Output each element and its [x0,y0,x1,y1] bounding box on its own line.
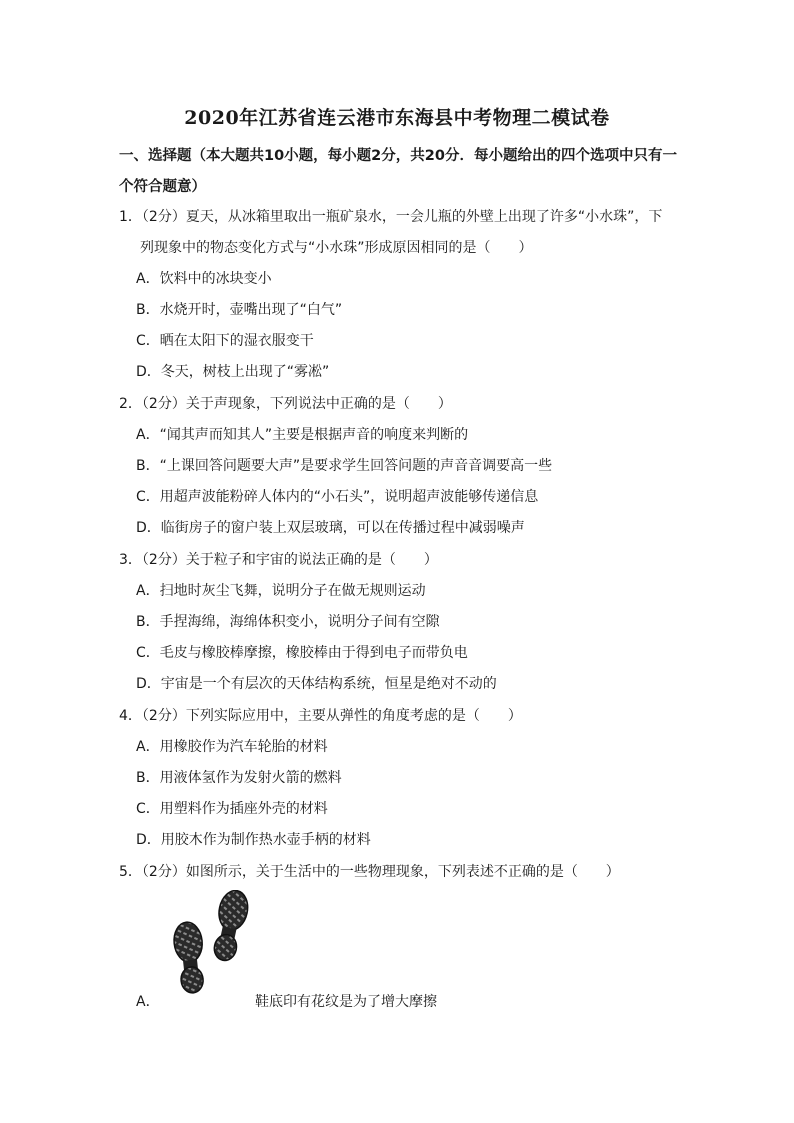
question-2-option-c: C．用超声波能粉碎人体内的“小石头”，说明超声波能够传递信息 [136,489,539,505]
exam-title: 2020年江苏省连云港市东海县中考物理二模试卷 [184,107,610,129]
question-5-option-a-text: 鞋底印有花纹是为了增大摩擦 [255,994,437,1010]
question-4-option-d: D．用胶木作为制作热水壶手柄的材料 [136,832,371,848]
question-4-stem: 4．（2分）下列实际应用中，主要从弹性的角度考虑的是（ ） [119,708,522,724]
question-3-option-a: A．扫地时灰尘飞舞，说明分子在做无规则运动 [136,583,426,599]
question-1-option-a: A．饮料中的冰块变小 [136,271,272,287]
question-3-option-c: C．毛皮与橡胶棒摩擦，橡胶棒由于得到电子而带负电 [136,645,468,661]
question-5-option-a-label: A． [136,994,160,1010]
question-2-option-a: A．“闻其声而知其人”主要是根据声音的响度来判断的 [136,427,469,443]
question-1-option-c: C．晒在太阳下的湿衣服变干 [136,333,314,349]
question-3-option-b: B．手捏海绵，海绵体积变小，说明分子间有空隙 [136,614,440,630]
shoe-prints-icon [164,890,256,1000]
question-1-stem-line-1: 1．（2分）夏天，从冰箱里取出一瓶矿泉水，一会儿瓶的外壁上出现了许多“小水珠”，下 [119,209,663,225]
question-2-option-b: B．“上课回答问题要大声”是要求学生回答问题的声音音调要高一些 [136,458,553,474]
question-1-stem-line-2: 列现象中的物态变化方式与“小水珠”形成原因相同的是（ ） [140,240,533,256]
question-4-option-a: A．用橡胶作为汽车轮胎的材料 [136,739,328,755]
question-3-stem: 3．（2分）关于粒子和宇宙的说法正确的是（ ） [119,552,438,568]
question-5-stem: 5．（2分）如图所示，关于生活中的一些物理现象，下列表述不正确的是（ ） [119,864,620,880]
question-4-option-c: C．用塑料作为插座外壳的材料 [136,801,328,817]
question-2-option-d: D．临街房子的窗户装上双层玻璃，可以在传播过程中减弱噪声 [136,520,525,536]
question-1-option-d: D．冬天，树枝上出现了“雾凇” [136,364,330,380]
section-heading: 一、选择题（本大题共10小题，每小题2分，共20分．每小题给出的四个选项中只有一个符合题意） [119,148,677,195]
question-1-option-b: B．水烧开时，壶嘴出现了“白气” [136,302,343,318]
question-4-option-b: B．用液体氢作为发射火箭的燃料 [136,770,342,786]
question-2-stem: 2．（2分）关于声现象，下列说法中正确的是（ ） [119,396,452,412]
question-3-option-d: D．宇宙是一个有层次的天体结构系统，恒星是绝对不动的 [136,676,497,692]
